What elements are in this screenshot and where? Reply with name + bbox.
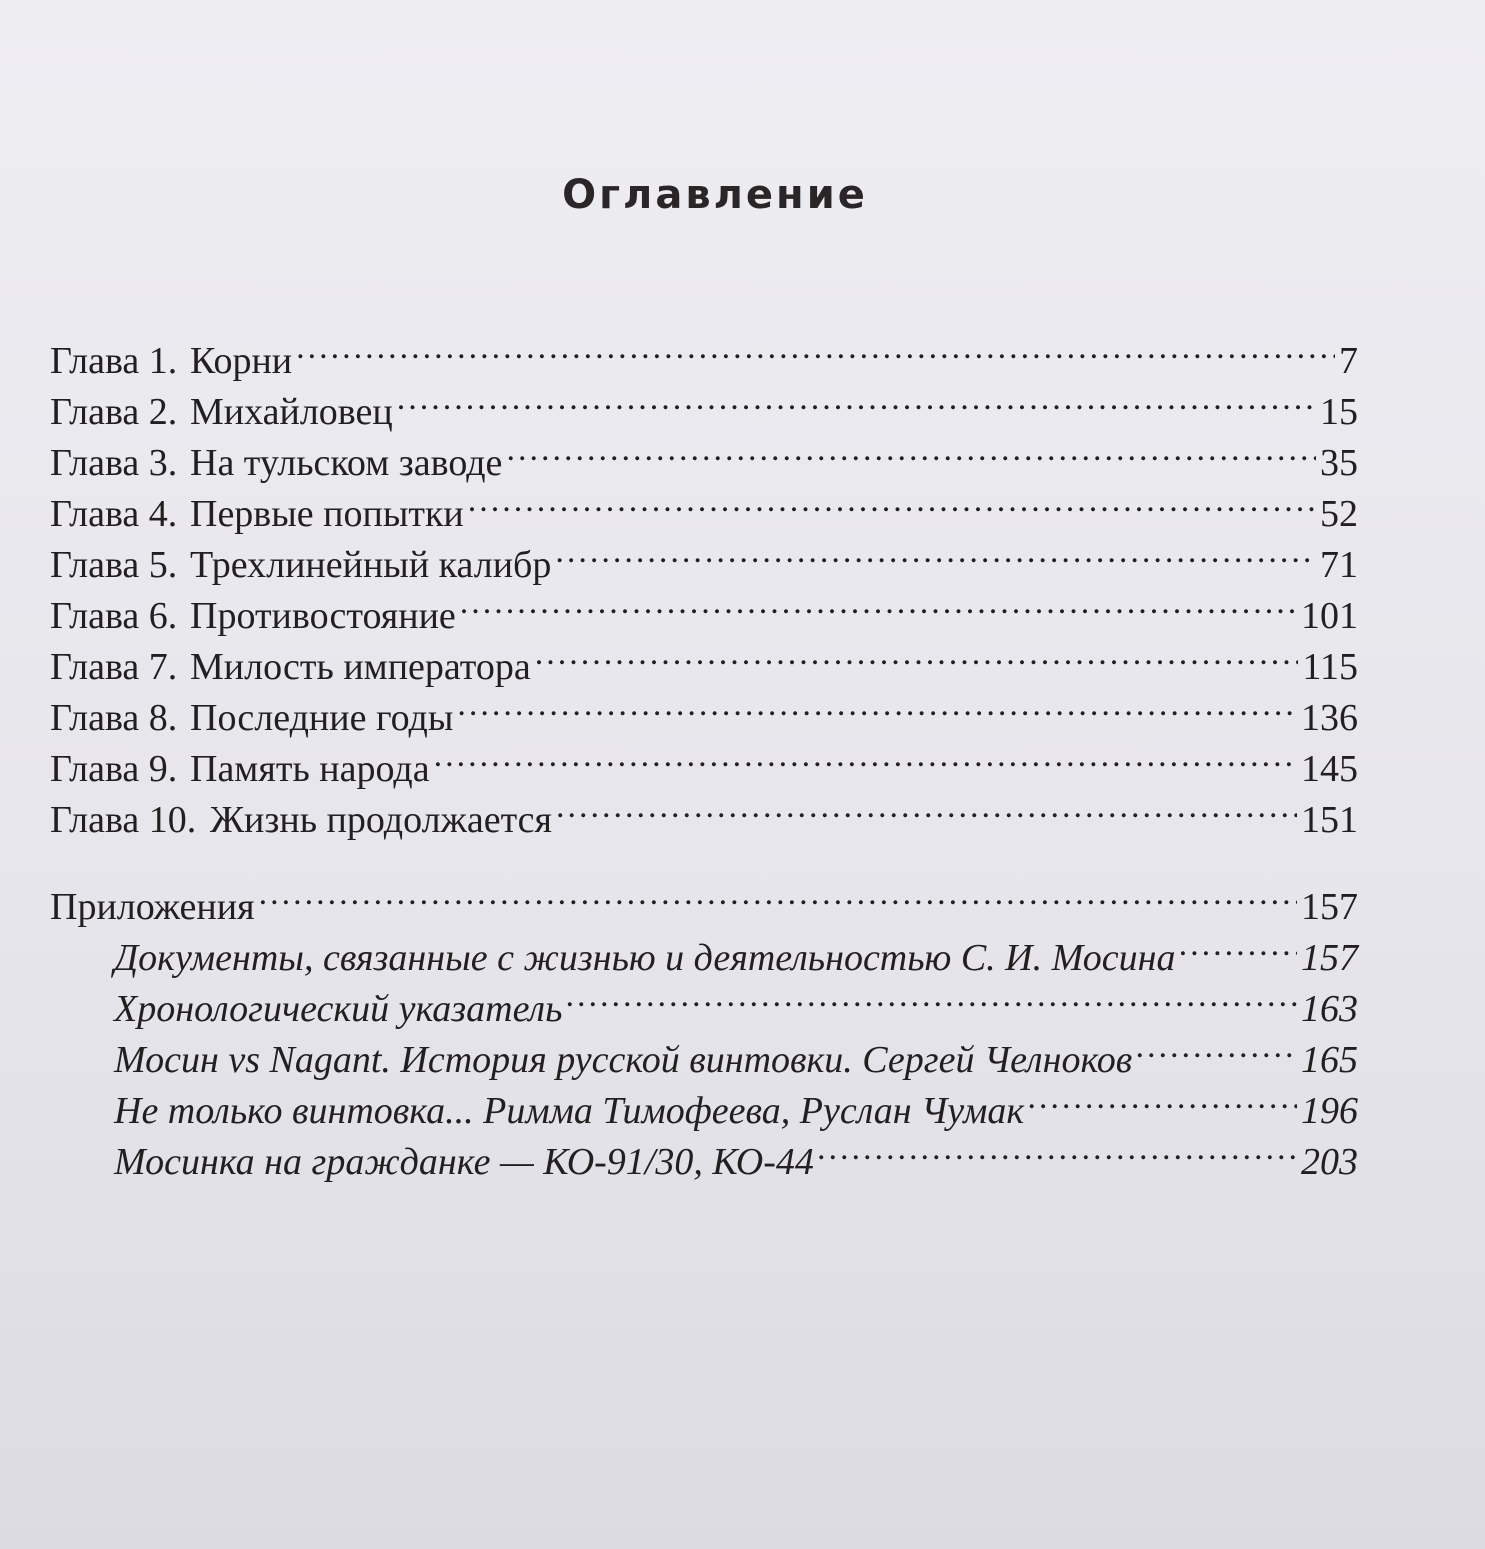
page-number: 157 [1301, 937, 1358, 979]
chapter-number: Глава 5. [50, 544, 178, 586]
dot-leader [818, 1123, 1297, 1174]
dot-leader [397, 373, 1316, 424]
page-title: Оглавление [562, 172, 868, 218]
chapter-number: Глава 4. [50, 493, 178, 535]
dot-leader [506, 424, 1316, 475]
chapter-number: Глава 3. [50, 442, 178, 484]
dot-leader [556, 781, 1297, 832]
chapter-title: Корни [190, 340, 293, 382]
dot-leader [460, 577, 1297, 628]
chapter-title: На тульском заводе [190, 442, 503, 484]
page-number: 35 [1320, 442, 1358, 484]
chapter-title: Противостояние [190, 595, 456, 637]
appendix-item-title: Не только винтовка... Римма Тимофеева, Руслан Чумак [114, 1090, 1025, 1132]
dot-leader [1136, 1021, 1297, 1072]
appendix-item-title: Мосинка на гражданке — КО-91/30, КО-44 [114, 1141, 814, 1183]
chapter-title: Первые попытки [190, 493, 464, 535]
dot-leader [468, 475, 1316, 526]
toc-entry-chapter-1 [50, 322, 1358, 382]
dot-leader [457, 679, 1297, 730]
chapter-title: Жизнь продолжается [210, 799, 552, 841]
chapter-title: Милость императора [190, 646, 531, 688]
chapter-number: Глава 6. [50, 595, 178, 637]
dot-leader [434, 730, 1297, 781]
chapter-number: Глава 7. [50, 646, 178, 688]
page-number: 115 [1302, 646, 1358, 688]
table-of-contents [50, 322, 1358, 1183]
dot-leader [535, 628, 1299, 679]
page-number: 15 [1320, 391, 1358, 433]
page-number: 7 [1339, 340, 1358, 382]
chapter-number: Глава 9. [50, 748, 178, 790]
page-number: 52 [1320, 493, 1358, 535]
page-number: 165 [1301, 1039, 1358, 1081]
page-number: 145 [1301, 748, 1358, 790]
page-number: 196 [1301, 1090, 1358, 1132]
appendix-item-title: Документы, связанные с жизнью и деятельностью С. И. Мосина [114, 937, 1176, 979]
dot-leader [555, 526, 1316, 577]
page-number: 101 [1301, 595, 1358, 637]
chapter-number: Глава 8. [50, 697, 178, 739]
page-number: 151 [1301, 799, 1358, 841]
page-number: 203 [1301, 1141, 1358, 1183]
chapter-title: Память народа [190, 748, 430, 790]
dot-leader [1028, 1072, 1297, 1123]
page-number: 71 [1320, 544, 1358, 586]
appendix-item-title: Мосин vs Nagant. История русской винтовки. Сергей Челноков [114, 1039, 1133, 1081]
toc-entry-appendix [50, 868, 1358, 928]
dot-leader [566, 970, 1297, 1021]
chapter-title: Последние годы [190, 697, 454, 739]
dot-leader [296, 322, 1335, 373]
chapter-number: Глава 1. [50, 340, 178, 382]
chapter-number: Глава 2. [50, 391, 178, 433]
dot-leader [259, 868, 1297, 919]
page-number: 136 [1301, 697, 1358, 739]
page-number: 163 [1301, 988, 1358, 1030]
appendix-item-title: Хронологический указатель [114, 988, 563, 1030]
chapter-title: Михайловец [190, 391, 393, 433]
appendix-title: Приложения [50, 886, 255, 928]
page-number: 157 [1301, 886, 1358, 928]
chapter-number: Глава 10. [50, 799, 197, 841]
dot-leader [1179, 919, 1297, 970]
chapter-title: Трехлинейный калибр [190, 544, 552, 586]
